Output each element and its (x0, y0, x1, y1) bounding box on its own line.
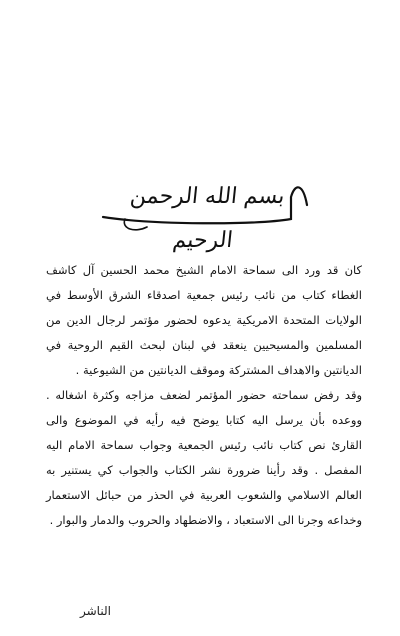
basmala-calligraphy (95, 175, 315, 253)
paragraph-2: وقد رفض سماحته حضور المؤتمر لضعف مزاجه وكثرة اشغاله . ووعده بأن يرسل اليه كتابا يوضح فيه رأيه في الموضوع والى القارئ نص كتاب نائب رئيس الجمعية وجواب سماحة الامام اليه المفصل . وقد رأينا ضرورة نشر الكتاب والجواب كي يستنير به العالم الاسلامي والشعوب العربية في الحذر من حبائل الاستعمار وخداعه وجرنا الى الاستعباد ، والاضطهاد والحروب والدمار والبوار . (46, 388, 362, 527)
basmala-text: بسم الله الرحمن الرحيم (128, 184, 286, 253)
body-text (46, 258, 362, 533)
publisher-signature: الناشر (80, 604, 111, 618)
paragraph-1: كان قد ورد الى سماحة الامام الشيخ محمد الحسين آل كاشف الغطاء كتاب من نائب رئيس جمعية اصدقاء الشرق الأوسط في الولايات المتحدة الامريكية يدعوه لحضور مؤتمر لرجال الدين من المسلمين والمسيحيين ينعقد في لبنان لبحث القيم الروحية في الديانتين والاهداف المشتركة وموقف الديانتين من الشيوعية . (46, 263, 362, 377)
